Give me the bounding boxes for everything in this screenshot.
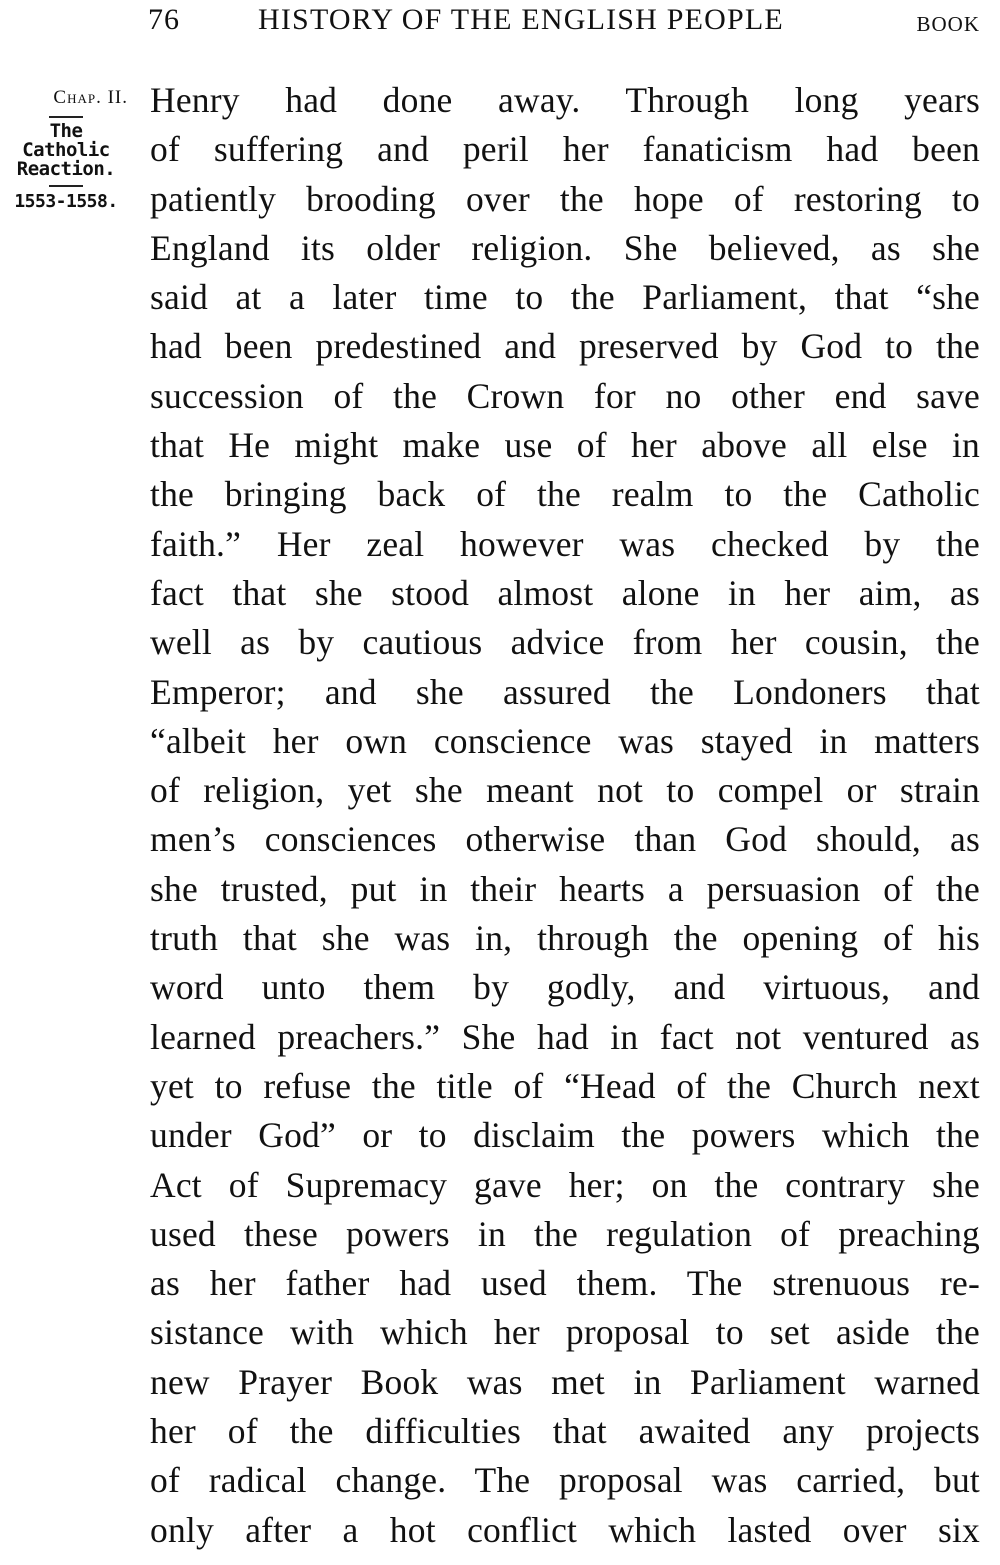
text-line: faith.” Her zeal however was checked by the	[150, 523, 980, 564]
sidenote-divider	[49, 185, 83, 187]
text-line: sistance with which her proposal to set aside the	[150, 1312, 980, 1353]
sidenote-topic-line-2: Catholic	[22, 139, 110, 161]
text-line: as her father had used them. The strenuous re-	[150, 1263, 980, 1304]
book-label: BOOK	[916, 12, 980, 36]
text-line: England its older religion. She believed, as she	[150, 227, 980, 268]
text-line: said at a later time to the Parliament, that “she	[150, 277, 980, 318]
text-line: used these powers in the regulation of preaching	[150, 1213, 980, 1254]
text-line: new Prayer Book was met in Parliament warned	[150, 1361, 980, 1402]
running-header	[148, 0, 980, 42]
text-line: men’s consciences otherwise than God should, as	[150, 819, 980, 860]
body-text	[150, 76, 980, 1555]
text-line: yet to refuse the title of “Head of the Church next	[150, 1065, 980, 1106]
text-line: that He might make use of her above all else in	[150, 425, 980, 466]
text-line: of suffering and peril her fanaticism had been	[150, 129, 980, 170]
text-line: truth that she was in, through the opening of his	[150, 918, 980, 959]
text-line: she trusted, put in their hearts a persuasion of the	[150, 868, 980, 909]
text-line: well as by cautious advice from her cousin, the	[150, 622, 980, 663]
text-line: “albeit her own conscience was stayed in matters	[150, 720, 980, 761]
sidenote-topic-line-1: The	[49, 120, 83, 142]
text-line: of religion, yet she meant not to compel or strain	[150, 770, 980, 811]
text-line: the bringing back of the realm to the Catholic	[150, 474, 980, 515]
text-line: Act of Supremacy gave her; on the contrary she	[150, 1164, 980, 1205]
running-title: HISTORY OF THE ENGLISH PEOPLE	[258, 3, 784, 36]
text-line: only after a hot conflict which lasted over six	[150, 1509, 980, 1550]
margin-sidenotes	[4, 86, 128, 213]
text-line: patiently brooding over the hope of restoring to	[150, 178, 980, 219]
sidenote-chapter: Chap. II.	[53, 87, 128, 108]
text-line: under God” or to disclaim the powers which the	[150, 1115, 980, 1156]
text-line: had been predestined and preserved by God to the	[150, 326, 980, 367]
text-line: word unto them by godly, and virtuous, and	[150, 967, 980, 1008]
sidenote-dates: 1553-1558.	[14, 191, 118, 212]
text-line: of radical change. The proposal was carried, but	[150, 1460, 980, 1501]
text-line: Emperor; and she assured the Londoners that	[150, 671, 980, 712]
text-line: fact that she stood almost alone in her aim, as	[150, 572, 980, 613]
text-line: Henry had done away. Through long years	[150, 80, 980, 120]
sidenote-topic-line-3: Reaction.	[16, 158, 116, 180]
text-line: her of the difficulties that awaited any projects	[150, 1411, 980, 1452]
text-line: succession of the Crown for no other end save	[150, 375, 980, 416]
sidenote-divider	[49, 116, 83, 118]
text-line: learned preachers.” She had in fact not ventured as	[150, 1016, 980, 1057]
page-number: 76	[148, 3, 180, 36]
